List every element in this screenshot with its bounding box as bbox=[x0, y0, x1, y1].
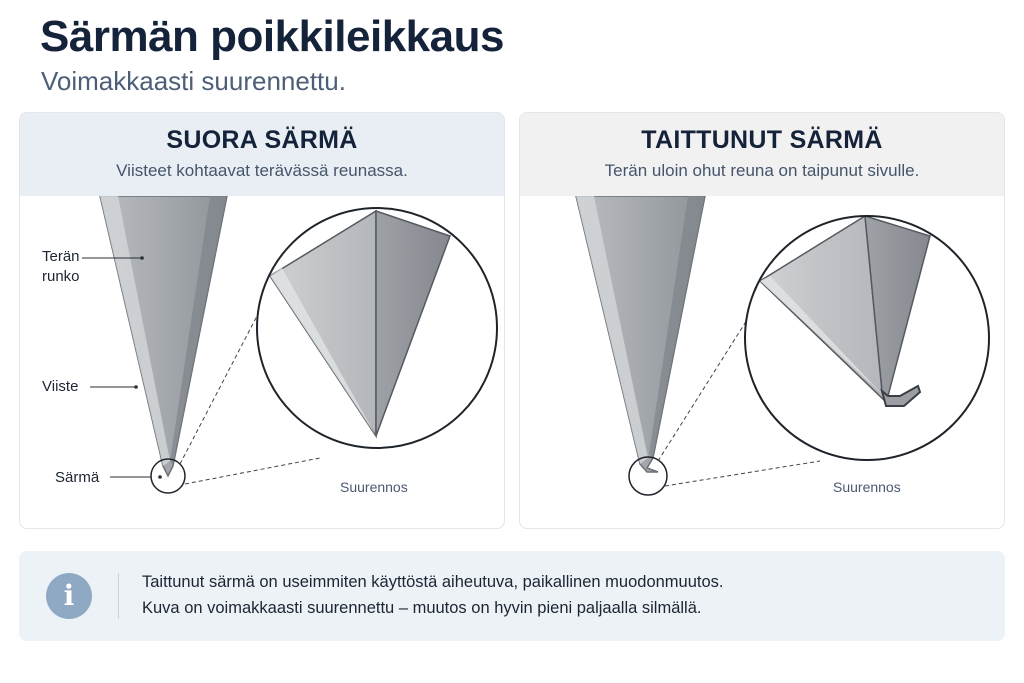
panel-rolled-edge bbox=[519, 112, 1005, 529]
page-title: Särmän poikkileikkaus bbox=[40, 12, 504, 61]
panel-header bbox=[520, 113, 1004, 196]
zoom-caption: Suurennos bbox=[340, 479, 408, 495]
blade-body bbox=[100, 196, 227, 476]
zoom-circle bbox=[257, 208, 497, 448]
divider bbox=[118, 573, 119, 619]
zoom-circle bbox=[745, 216, 989, 460]
panel-description: Terän uloin ohut reuna on taipunut sivulle. bbox=[604, 161, 920, 180]
zoom-caption: Suurennos bbox=[833, 479, 901, 495]
panel-description: Viisteet kohtaavat terävässä reunassa. bbox=[116, 161, 408, 180]
label-bevel: Viiste bbox=[42, 378, 79, 395]
label-edge: Särmä bbox=[55, 469, 100, 486]
page-subtitle: Voimakkaasti suurennettu. bbox=[41, 66, 346, 96]
info-text-line-2: Kuva on voimakkaasti suurennettu – muutos on hyvin pieni paljaalla silmällä. bbox=[142, 599, 702, 617]
panel-header bbox=[20, 113, 504, 196]
panel-title: SUORA SÄRMÄ bbox=[166, 126, 358, 154]
panel-straight-edge bbox=[19, 112, 505, 529]
label-blade-body: Terän runko bbox=[42, 248, 80, 285]
blade-body bbox=[576, 196, 705, 472]
info-box bbox=[19, 551, 1005, 641]
rolled-edge-diagram bbox=[520, 196, 1005, 529]
info-icon: i bbox=[46, 573, 92, 619]
panel-title: TAITTUNUT SÄRMÄ bbox=[641, 126, 883, 154]
info-text-line-1: Taittunut särmä on useimmiten käyttöstä aiheutuva, paikallinen muodonmuutos. bbox=[142, 573, 724, 591]
